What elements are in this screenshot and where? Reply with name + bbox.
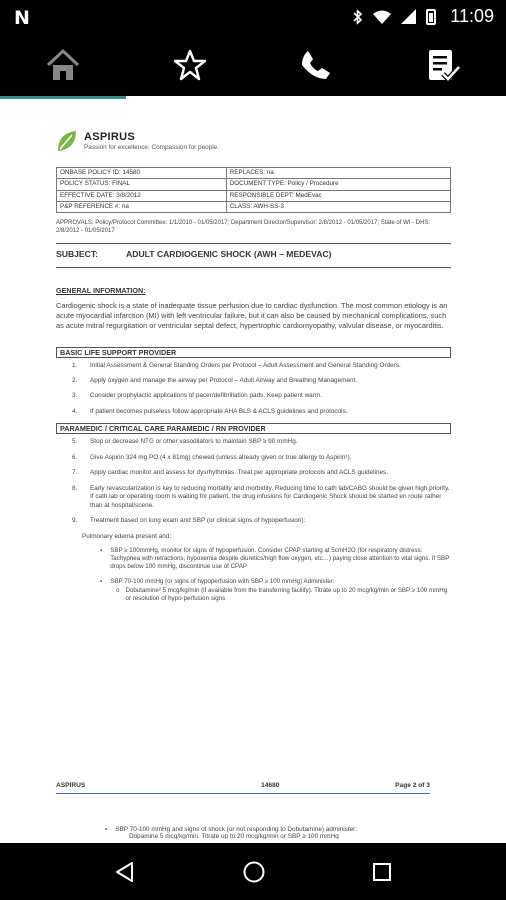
status-icons [353, 6, 494, 27]
phone-icon [299, 48, 333, 82]
tab-favorites[interactable] [127, 33, 254, 96]
list-item [72, 362, 451, 370]
meta-cell: DOCUMENT TYPE: Policy / Procedure [226, 179, 450, 190]
general-info-title: GENERAL INFORMATION: [56, 285, 146, 295]
bullet-text: SBP ≥ 100mmHg, monitor for signs of hypoperfusion. Consider CPAP starting at 5cmH2O (for respiratory distress: Tachypnea with retractions, hypoxemia despite diuretics/high flow oxygen, etc…) paying close attention to vital signs. If SBP drops below 100 mmHg, discontinue use of CPAP [110, 546, 450, 571]
bullet-text: SBP 70-100 mmHg and signs of shock (or not responding to Dobutamine) administer: [115, 826, 358, 833]
bullet-text: SBP 70-100 mmHg (or signs of hypoperfusion with SBP ≥ 100 mmHg) Administer: [110, 577, 335, 585]
step-text: Treatment based on lung exam and SBP (or clinical signs of hypoperfusion): [90, 517, 306, 525]
step-text: Initial Assessment & General Standing Orders per Protocol – Adult Assessment and General Standing Orders. [90, 361, 401, 369]
step-number: 9. [72, 517, 78, 525]
list-item [105, 826, 455, 833]
tab-call[interactable] [253, 33, 380, 96]
list-item [72, 454, 451, 462]
system-nav-bar [0, 843, 506, 900]
next-page-preview [105, 826, 455, 839]
step-text: Stop or decrease NTG or other vasodilators to maintain SBP ≥ 90 mmHg. [90, 438, 298, 446]
app-toolbar [0, 33, 506, 96]
brand-tagline: Passion for excellence. Compassion for people. [84, 144, 219, 152]
footer-id: 14680 [261, 782, 280, 789]
bullet-text: Dobutamine² 5 mcg/kg/min (if available from the transferring facility). Titrate up to 20 mcg/kg/min or SBP ≥ 100 mmHg or resolution of hypo-perfusion signs [125, 586, 448, 602]
bullet-dot: ▪ [100, 577, 103, 585]
signal-icon [401, 9, 416, 24]
subject-line [56, 244, 451, 266]
tab-checklist[interactable] [380, 33, 506, 96]
list-item [72, 438, 451, 446]
status-bar [0, 0, 506, 33]
subject-label: SUBJECT: [56, 249, 99, 260]
bls-steps [56, 362, 451, 417]
home-icon [45, 48, 81, 82]
document-viewer[interactable] [0, 99, 506, 843]
brand-name: ASPIRUS [84, 130, 135, 143]
step-text: If patient becomes pulseless follow appropriate AHA BLS & ACLS guidelines and protocols. [90, 407, 348, 415]
step-text: Consider prophylactic applications of pacer/defibrillation pads. Keep patient warm. [90, 392, 322, 400]
app-notification-logo: N [14, 7, 30, 29]
list-item [100, 578, 451, 586]
document-header-brand [56, 127, 451, 155]
wifi-icon [373, 10, 391, 24]
meta-cell: P&P REFERENCE #: na [57, 201, 227, 212]
back-icon[interactable] [113, 860, 137, 884]
list-item [116, 587, 451, 603]
list-item [72, 469, 451, 477]
bullet-dot: ▪ [100, 546, 103, 554]
cut-off-line: Dopamine 5 mcg/kg/min. Titrate up to 20 mcg/kg/min or SBP ≥ 100 mmHg [129, 833, 339, 839]
als-section-title: PARAMEDIC / CRITICAL CARE PARAMEDIC / RN PROVIDER [56, 423, 451, 434]
bluetooth-icon [353, 9, 363, 25]
approvals-text: APPROVALS: Policy/Protocol Committee: 1/1/2010 - 01/05/2017; Department Director/Supervisor: 2/8/2012 - 01/05/2017; State of WI - DHS: 2/8/2012 - 01/05/2017 [56, 220, 431, 235]
home-circle-icon[interactable] [242, 860, 266, 884]
sub-bullet-marker: o [116, 586, 120, 594]
meta-cell: RESPONSIBLE DEPT: MedEvac [226, 190, 450, 201]
battery-icon [426, 9, 436, 25]
meta-cell: ONBASE POLICY ID: 14580 [57, 168, 227, 179]
step-text: Early revascularization is key to reducing mortality and morbidity. Reducing time to cath lab/CABG should be given high priority. If cath lab or operating room is waiting for patient, the drug infusions for Cardiogenic Shock should be started en route rather than at hospital/scene. [90, 484, 450, 509]
subject-text: ADULT CARDIOGENIC SHOCK (AWH – MEDEVAC) [126, 249, 332, 260]
list-item [100, 547, 451, 572]
list-item [72, 485, 451, 510]
list-item [72, 517, 451, 525]
step-number: 2. [72, 376, 78, 384]
footer-org: ASPIRUS [56, 782, 86, 789]
step-number: 5. [72, 438, 78, 446]
footer-page-number: Page 2 of 3 [395, 782, 430, 789]
bls-section-title: BASIC LIFE SUPPORT PROVIDER [56, 347, 451, 358]
step-number: 6. [72, 453, 78, 461]
recents-icon[interactable] [371, 861, 393, 883]
list-item [72, 408, 451, 416]
step-number: 8. [72, 484, 78, 492]
checklist-icon [426, 47, 460, 83]
meta-cell: REPLACES: na [226, 168, 450, 179]
meta-cell: EFFECTIVE DATE: 3/8/2012 [57, 190, 227, 201]
step-number: 4. [72, 407, 78, 415]
divider [56, 267, 451, 268]
step-text: Give Aspirin 324 mg PO (4 x 81mg) chewed (unless already given or true allergy to Aspirin¹). [90, 453, 352, 461]
pulmonary-edema-text: Pulmonary edema present and: [82, 532, 172, 540]
tab-home[interactable] [0, 33, 127, 96]
step-number: 3. [72, 392, 78, 400]
clock: 11:09 [450, 6, 494, 26]
aspirus-leaf-logo [56, 129, 78, 153]
als-steps [56, 438, 451, 525]
step-text: Apply cardiac monitor and assess for dysrhythmias. Treat per appropriate protocols and ACLS guidelines. [90, 469, 389, 477]
general-info-text: Cardiogenic shock is a state of inadequate tissue perfusion due to cardiac dysfunction. The most common etiology is an acute myocardial infarction (MI) with left ventricular failure, but it can also be caused by mechanical complications, such as acute mitral regurgitation or ventricular septal defect, hypertrophic cardiomyopathy, valvular disease, or myocarditis. [56, 301, 448, 330]
list-item [72, 392, 451, 400]
page-footer [56, 782, 430, 794]
star-icon [173, 49, 207, 81]
bullet-dot: ▪ [105, 826, 108, 833]
policy-meta-table [56, 167, 451, 213]
list-item [72, 377, 451, 385]
step-text: Apply oxygen and manage the airway per Protocol – Adult Airway and Breathing Management. [90, 376, 358, 384]
step-number: 1. [72, 361, 78, 369]
step-number: 7. [72, 469, 78, 477]
meta-cell: CLASS: AWH-SS-3 [226, 201, 450, 212]
meta-cell: POLICY STATUS: FINAL [57, 179, 227, 190]
